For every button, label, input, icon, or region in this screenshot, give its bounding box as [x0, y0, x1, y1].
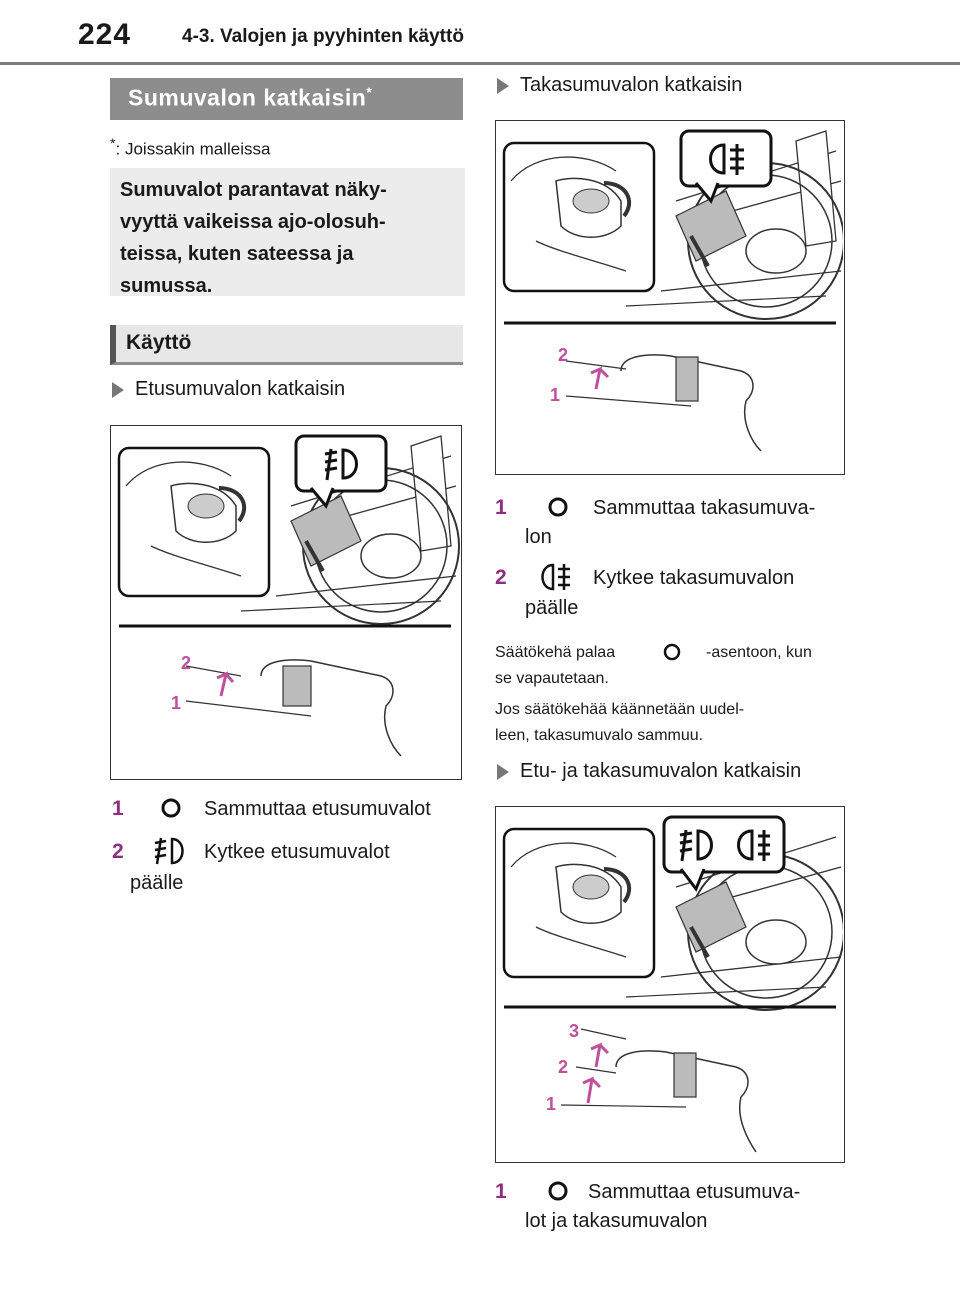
both-fog-figure — [495, 806, 845, 1163]
info-box — [110, 168, 465, 296]
figure-label-2: 2 — [558, 1057, 569, 1077]
item-text: Kytkee takasumuvalon — [593, 567, 795, 589]
item-text-cont: päälle — [130, 872, 184, 894]
item-number: 1 — [495, 496, 507, 519]
info-text: Sumuvalot parantavat näky-vyyttä vaikeissa ajo-olosuh-teissa, kuten sateessa ja sumussa. — [120, 179, 387, 297]
figure-label-3: 3 — [569, 1021, 580, 1041]
note-text: Jos säätökehää käännetään uudel- — [495, 701, 745, 718]
item-number: 2 — [495, 566, 507, 589]
item-text-cont: lot ja takasumuvalon — [525, 1210, 708, 1232]
rear-fog-illustration — [496, 121, 843, 473]
figure-label-1: 1 — [171, 693, 182, 713]
front-fog-figure — [110, 425, 462, 780]
rear-fog-figure — [495, 120, 845, 475]
front-fog-illustration — [111, 426, 460, 778]
header-rule — [0, 62, 960, 65]
both-fog-illustration — [496, 807, 843, 1161]
off-circle-icon — [662, 642, 682, 662]
section-title: Sumuvalon katkaisin — [128, 84, 367, 111]
item-text-cont: päälle — [525, 597, 579, 619]
item-text: Sammuttaa etusumuvalot — [204, 798, 431, 820]
off-circle-icon — [547, 1180, 569, 1202]
off-circle-icon — [547, 496, 569, 518]
chapter-title: 4-3. Valojen ja pyyhinten käyttö — [182, 26, 464, 47]
figure-label-2: 2 — [558, 345, 569, 365]
asterisk-mark: * — [366, 84, 373, 100]
footnote — [110, 136, 270, 160]
rear-heading: Takasumuvalon katkaisin — [520, 74, 743, 96]
note-text: se vapautetaan. — [495, 670, 609, 687]
note-text: -asentoon, kun — [706, 644, 812, 661]
page-number: 224 — [78, 18, 132, 51]
item-number: 1 — [495, 1180, 507, 1203]
note-text: leen, takasumuvalo sammuu. — [495, 727, 704, 744]
figure-label-1: 1 — [546, 1094, 557, 1114]
note-text: Säätökehä palaa — [495, 644, 616, 661]
bullet-arrow-icon — [497, 764, 509, 780]
figure-label-1: 1 — [550, 385, 561, 405]
off-circle-icon — [160, 797, 182, 819]
rear-fog-icon — [540, 562, 574, 592]
item-text: Sammuttaa takasumuva- — [593, 497, 816, 519]
item-number: 1 — [112, 797, 124, 820]
item-text: Sammuttaa etusumuva- — [588, 1181, 801, 1203]
footnote-mark: * — [110, 136, 116, 152]
bullet-arrow-icon — [112, 382, 124, 398]
subsection-bar — [110, 325, 463, 365]
figure-label-2: 2 — [181, 653, 192, 673]
item-text: Kytkee etusumuvalot — [204, 841, 390, 863]
section-title-bar — [110, 78, 463, 120]
subsection-title: Käyttö — [126, 331, 192, 354]
bullet-arrow-icon — [497, 78, 509, 94]
front-fog-icon — [152, 836, 186, 866]
item-text-cont: lon — [525, 526, 552, 548]
item-number: 2 — [112, 840, 124, 863]
both-heading: Etu- ja takasumuvalon katkaisin — [520, 760, 802, 782]
front-heading: Etusumuvalon katkaisin — [135, 378, 346, 400]
footnote-text: : Joissakin malleissa — [115, 139, 271, 159]
